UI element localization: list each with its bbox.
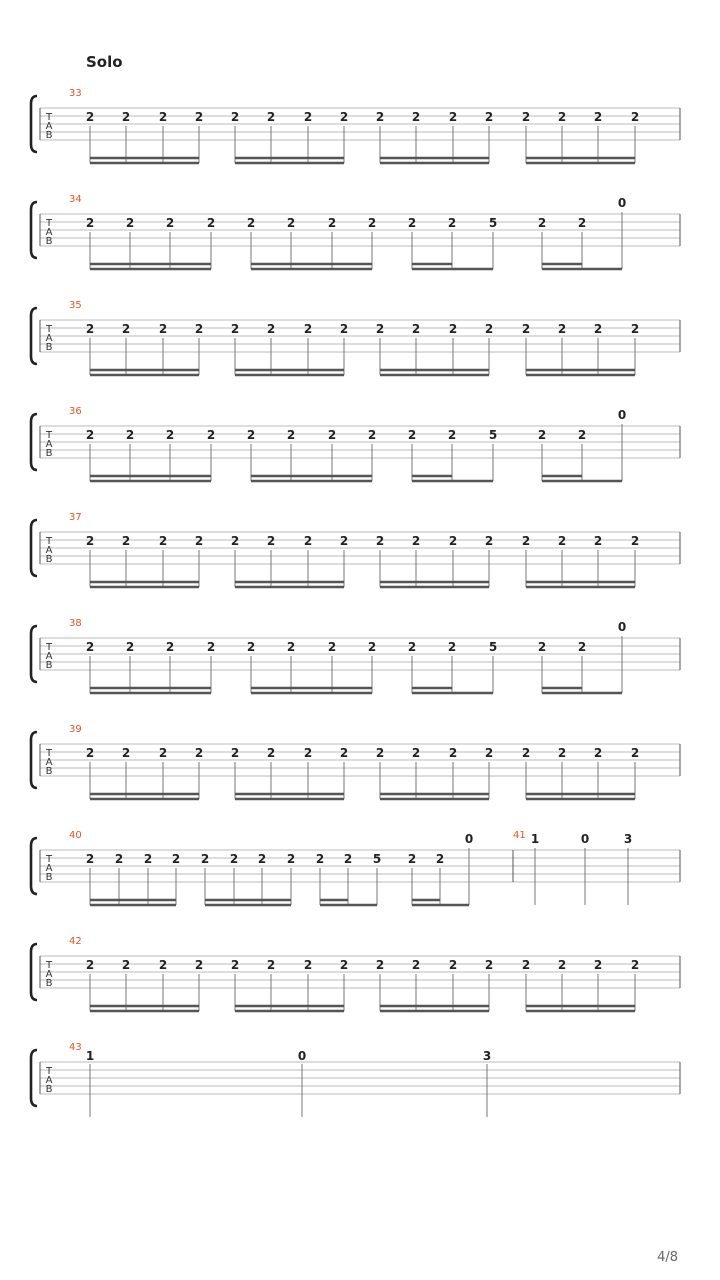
system-3-measure-number: 35 <box>69 300 82 311</box>
system-5-tab-clef-T: T <box>45 536 53 547</box>
system-9-tab-clef-B: B <box>45 978 53 989</box>
system-8-measure-number-2: 41 <box>513 830 526 841</box>
system-4-m36-fret-7: 2 <box>367 428 377 442</box>
system-2-tab-clef-A: A <box>45 227 53 238</box>
system-1-tab-clef-A: A <box>45 121 53 132</box>
system-2-tab-clef-T: T <box>45 218 53 229</box>
system-5-m37-fret-13: 2 <box>557 534 567 548</box>
system-8-bracket <box>31 838 37 894</box>
system-2-measure-number: 34 <box>69 194 82 205</box>
system-4-m36-fret-0: 2 <box>85 428 95 442</box>
system-6-tab-clef-T: T <box>45 642 53 653</box>
system-10-tab-clef-T: T <box>45 1066 53 1077</box>
system-7-m39-fret-13: 2 <box>557 746 567 760</box>
system-9-m42-fret-6: 2 <box>303 958 313 972</box>
system-7-m39-fret-6: 2 <box>303 746 313 760</box>
system-8-m40-fret-9: 2 <box>343 852 353 866</box>
system-6-m38-fret-0: 2 <box>85 640 95 654</box>
system-1-tab-clef-B: B <box>45 130 53 141</box>
system-2-m34-fret-1: 2 <box>125 216 135 230</box>
system-9-m42-fret-11: 2 <box>484 958 494 972</box>
system-8-tab-clef-B: B <box>45 872 53 883</box>
system-4-bracket <box>31 414 37 470</box>
system-6-measure-number: 38 <box>69 618 82 629</box>
system-1-m33-fret-5: 2 <box>266 110 276 124</box>
system-1-m33-fret-11: 2 <box>484 110 494 124</box>
system-9-m42-fret-10: 2 <box>448 958 458 972</box>
system-1-measure-number: 33 <box>69 88 82 99</box>
system-6-m38-fret-7: 2 <box>367 640 377 654</box>
system-8-m40-fret-10: 5 <box>372 852 382 866</box>
system-10-m43-fret-2: 3 <box>482 1049 492 1063</box>
system-5-m37-fret-7: 2 <box>339 534 349 548</box>
system-2-m34-fret-6: 2 <box>327 216 337 230</box>
system-7-tab-clef-A: A <box>45 757 53 768</box>
system-9-m42-fret-14: 2 <box>593 958 603 972</box>
system-5-m37-fret-8: 2 <box>375 534 385 548</box>
system-1-bracket <box>31 96 37 152</box>
system-1-m33-fret-7: 2 <box>339 110 349 124</box>
system-3-m35-fret-5: 2 <box>266 322 276 336</box>
system-4-m36-fret-3: 2 <box>206 428 216 442</box>
system-3-m35-fret-9: 2 <box>411 322 421 336</box>
system-5-m37-fret-1: 2 <box>121 534 131 548</box>
system-3-m35-fret-1: 2 <box>121 322 131 336</box>
system-7-m39-fret-10: 2 <box>448 746 458 760</box>
system-4-m36-fret-11: 2 <box>537 428 547 442</box>
system-6-m38-fret-12: 2 <box>577 640 587 654</box>
system-4-m36-fret-5: 2 <box>286 428 296 442</box>
system-9-m42-fret-13: 2 <box>557 958 567 972</box>
system-9-measure-number: 42 <box>69 936 82 947</box>
system-9-m42-fret-7: 2 <box>339 958 349 972</box>
system-8-m40-fret-8: 2 <box>315 852 325 866</box>
system-5-m37-fret-9: 2 <box>411 534 421 548</box>
system-9-m42-fret-3: 2 <box>194 958 204 972</box>
system-5-m37-fret-2: 2 <box>158 534 168 548</box>
system-1-m33-fret-12: 2 <box>521 110 531 124</box>
system-2-m34-fret-8: 2 <box>407 216 417 230</box>
system-3-m35-fret-0: 2 <box>85 322 95 336</box>
system-8-m40-fret-12: 2 <box>435 852 445 866</box>
system-4-tab-clef-T: T <box>45 430 53 441</box>
system-2-tab-clef-B: B <box>45 236 53 247</box>
page-number: 4/8 <box>657 1250 678 1265</box>
system-6-m38-fret-4: 2 <box>246 640 256 654</box>
system-7-m39-fret-0: 2 <box>85 746 95 760</box>
system-1-m33-fret-13: 2 <box>557 110 567 124</box>
system-3-m35-fret-15: 2 <box>630 322 640 336</box>
system-2-m34-fret-11: 2 <box>537 216 547 230</box>
system-6-m38-fret-11: 2 <box>537 640 547 654</box>
system-2-m34-fret-13: 0 <box>617 196 627 210</box>
system-5-tab-clef-A: A <box>45 545 53 556</box>
system-6-m38-fret-3: 2 <box>206 640 216 654</box>
system-10-bracket <box>31 1050 37 1106</box>
system-3-m35-fret-2: 2 <box>158 322 168 336</box>
system-3-m35-fret-7: 2 <box>339 322 349 336</box>
section-label: Solo <box>86 53 123 71</box>
system-5-m37-fret-6: 2 <box>303 534 313 548</box>
system-6-m38-fret-9: 2 <box>447 640 457 654</box>
system-3-m35-fret-13: 2 <box>557 322 567 336</box>
system-6-tab-clef-B: B <box>45 660 53 671</box>
system-9-m42-fret-8: 2 <box>375 958 385 972</box>
system-8-m40-fret-11: 2 <box>407 852 417 866</box>
system-7-m39-fret-7: 2 <box>339 746 349 760</box>
system-3-m35-fret-6: 2 <box>303 322 313 336</box>
system-4-measure-number: 36 <box>69 406 82 417</box>
system-10-m43-fret-1: 0 <box>297 1049 307 1063</box>
system-10-tab-clef-B: B <box>45 1084 53 1095</box>
system-6-m38-fret-1: 2 <box>125 640 135 654</box>
system-10-m43-fret-0: 1 <box>85 1049 95 1063</box>
system-4-m36-fret-1: 2 <box>125 428 135 442</box>
system-6-m38-fret-10: 5 <box>488 640 498 654</box>
system-10-measure-number: 43 <box>69 1042 82 1053</box>
system-8-m41-fret-1: 0 <box>580 832 590 846</box>
system-5-m37-fret-5: 2 <box>266 534 276 548</box>
system-6-tab-clef-A: A <box>45 651 53 662</box>
system-1-m33-fret-15: 2 <box>630 110 640 124</box>
system-8-m40-fret-2: 2 <box>143 852 153 866</box>
system-7-bracket <box>31 732 37 788</box>
system-2-m34-fret-3: 2 <box>206 216 216 230</box>
system-2-m34-fret-2: 2 <box>165 216 175 230</box>
system-5-m37-fret-3: 2 <box>194 534 204 548</box>
system-9-tab-clef-A: A <box>45 969 53 980</box>
system-8-m40-fret-13: 0 <box>464 832 474 846</box>
system-8-m40-fret-4: 2 <box>200 852 210 866</box>
system-9-m42-fret-9: 2 <box>411 958 421 972</box>
system-7-tab-clef-B: B <box>45 766 53 777</box>
system-1-m33-fret-2: 2 <box>158 110 168 124</box>
system-6-m38-fret-2: 2 <box>165 640 175 654</box>
system-3-m35-fret-3: 2 <box>194 322 204 336</box>
system-1-m33-fret-4: 2 <box>230 110 240 124</box>
system-9-tab-clef-T: T <box>45 960 53 971</box>
system-7-tab-clef-T: T <box>45 748 53 759</box>
system-1-m33-fret-1: 2 <box>121 110 131 124</box>
system-1-m33-fret-0: 2 <box>85 110 95 124</box>
system-3-tab-clef-T: T <box>45 324 53 335</box>
system-7-m39-fret-3: 2 <box>194 746 204 760</box>
system-2-bracket <box>31 202 37 258</box>
system-8-m40-fret-7: 2 <box>286 852 296 866</box>
system-8-tab-clef-A: A <box>45 863 53 874</box>
system-9-m42-fret-2: 2 <box>158 958 168 972</box>
system-10-tab-clef-A: A <box>45 1075 53 1086</box>
system-4-m36-fret-9: 2 <box>447 428 457 442</box>
system-7-m39-fret-2: 2 <box>158 746 168 760</box>
system-5-m37-fret-0: 2 <box>85 534 95 548</box>
system-4-m36-fret-10: 5 <box>488 428 498 442</box>
system-7-m39-fret-5: 2 <box>266 746 276 760</box>
system-2-m34-fret-12: 2 <box>577 216 587 230</box>
system-1-m33-fret-3: 2 <box>194 110 204 124</box>
system-5-m37-fret-4: 2 <box>230 534 240 548</box>
system-4-tab-clef-A: A <box>45 439 53 450</box>
system-7-m39-fret-9: 2 <box>411 746 421 760</box>
system-9-m42-fret-1: 2 <box>121 958 131 972</box>
system-5-m37-fret-14: 2 <box>593 534 603 548</box>
system-7-m39-fret-4: 2 <box>230 746 240 760</box>
system-4-m36-fret-13: 0 <box>617 408 627 422</box>
system-8-m40-fret-0: 2 <box>85 852 95 866</box>
system-8-m41-fret-2: 3 <box>623 832 633 846</box>
system-1-tab-clef-T: T <box>45 112 53 123</box>
system-4-m36-fret-12: 2 <box>577 428 587 442</box>
system-3-bracket <box>31 308 37 364</box>
system-9-m42-fret-5: 2 <box>266 958 276 972</box>
system-2-m34-fret-5: 2 <box>286 216 296 230</box>
system-3-m35-fret-4: 2 <box>230 322 240 336</box>
system-6-bracket <box>31 626 37 682</box>
system-9-m42-fret-4: 2 <box>230 958 240 972</box>
system-7-m39-fret-15: 2 <box>630 746 640 760</box>
system-1-m33-fret-9: 2 <box>411 110 421 124</box>
system-2-m34-fret-4: 2 <box>246 216 256 230</box>
system-9-m42-fret-0: 2 <box>85 958 95 972</box>
system-6-m38-fret-8: 2 <box>407 640 417 654</box>
system-9-m42-fret-15: 2 <box>630 958 640 972</box>
system-2-m34-fret-10: 5 <box>488 216 498 230</box>
system-2-m34-fret-7: 2 <box>367 216 377 230</box>
system-1-m33-fret-10: 2 <box>448 110 458 124</box>
system-6-m38-fret-5: 2 <box>286 640 296 654</box>
system-3-tab-clef-B: B <box>45 342 53 353</box>
system-1-m33-fret-6: 2 <box>303 110 313 124</box>
system-8-measure-number: 40 <box>69 830 82 841</box>
system-5-m37-fret-15: 2 <box>630 534 640 548</box>
system-8-m40-fret-1: 2 <box>114 852 124 866</box>
system-5-bracket <box>31 520 37 576</box>
system-9-m42-fret-12: 2 <box>521 958 531 972</box>
system-4-m36-fret-8: 2 <box>407 428 417 442</box>
system-7-m39-fret-12: 2 <box>521 746 531 760</box>
system-8-m40-fret-3: 2 <box>171 852 181 866</box>
system-8-m40-fret-6: 2 <box>257 852 267 866</box>
system-4-tab-clef-B: B <box>45 448 53 459</box>
system-2-m34-fret-0: 2 <box>85 216 95 230</box>
system-4-m36-fret-4: 2 <box>246 428 256 442</box>
system-5-m37-fret-11: 2 <box>484 534 494 548</box>
system-5-m37-fret-10: 2 <box>448 534 458 548</box>
system-1-m33-fret-8: 2 <box>375 110 385 124</box>
system-4-m36-fret-6: 2 <box>327 428 337 442</box>
system-7-m39-fret-8: 2 <box>375 746 385 760</box>
system-5-tab-clef-B: B <box>45 554 53 565</box>
system-4-m36-fret-2: 2 <box>165 428 175 442</box>
system-1-m33-fret-14: 2 <box>593 110 603 124</box>
system-3-tab-clef-A: A <box>45 333 53 344</box>
system-7-m39-fret-1: 2 <box>121 746 131 760</box>
system-3-m35-fret-12: 2 <box>521 322 531 336</box>
system-3-m35-fret-10: 2 <box>448 322 458 336</box>
system-3-m35-fret-8: 2 <box>375 322 385 336</box>
system-8-tab-clef-T: T <box>45 854 53 865</box>
system-3-m35-fret-14: 2 <box>593 322 603 336</box>
system-7-m39-fret-11: 2 <box>484 746 494 760</box>
system-6-m38-fret-13: 0 <box>617 620 627 634</box>
system-9-bracket <box>31 944 37 1000</box>
system-5-m37-fret-12: 2 <box>521 534 531 548</box>
system-3-m35-fret-11: 2 <box>484 322 494 336</box>
system-6-m38-fret-6: 2 <box>327 640 337 654</box>
system-8-m41-fret-0: 1 <box>530 832 540 846</box>
system-7-m39-fret-14: 2 <box>593 746 603 760</box>
system-8-m40-fret-5: 2 <box>229 852 239 866</box>
system-7-measure-number: 39 <box>69 724 82 735</box>
system-2-m34-fret-9: 2 <box>447 216 457 230</box>
system-5-measure-number: 37 <box>69 512 82 523</box>
